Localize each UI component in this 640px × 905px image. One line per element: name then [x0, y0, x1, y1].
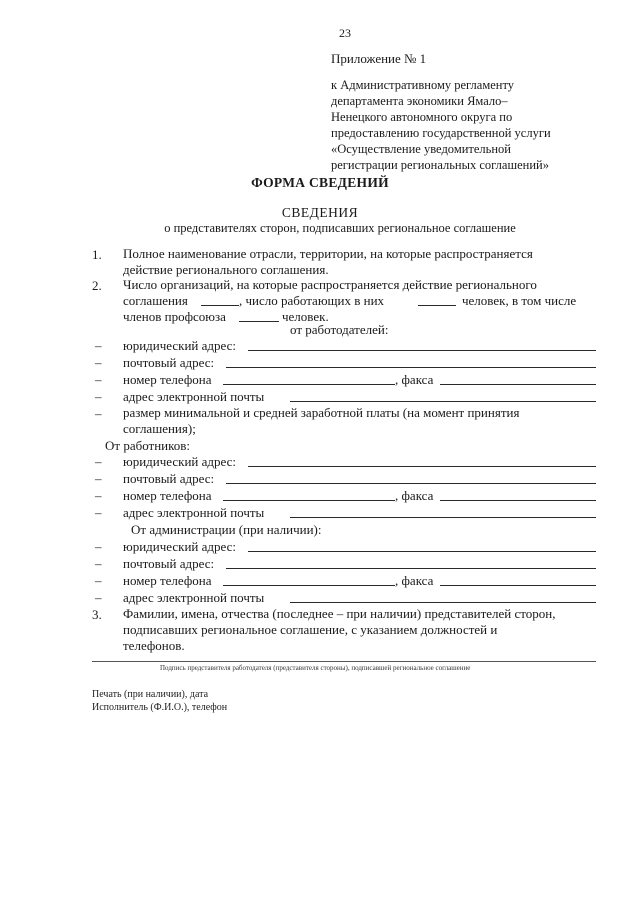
administration-legal-address-field[interactable]: [248, 551, 596, 552]
employers-heading: от работодателей:: [290, 322, 389, 337]
executor-label: Исполнитель (Ф.И.О.), телефон: [92, 702, 228, 713]
wage-text-line: размер минимальной и средней заработной платы (на момент принятия: [123, 405, 520, 420]
workers-fax-field[interactable]: [440, 500, 596, 501]
workers-count-field[interactable]: [418, 305, 456, 306]
page-number: 23: [339, 26, 351, 40]
administration-heading: От администрации (при наличии):: [131, 522, 322, 537]
signature-caption: Подпись представителя работодателя (представителя стороны), подписавшей региональное соглашение: [160, 664, 471, 672]
item2-text-fragment: членов профсоюза: [123, 309, 226, 324]
section-title: СВЕДЕНИЯ: [281, 205, 359, 220]
phone-label: номер телефона: [123, 372, 212, 387]
legal-address-label: юридический адрес:: [123, 454, 236, 469]
wage-text-line: соглашения);: [123, 421, 196, 436]
dash-marker: –: [95, 338, 102, 353]
item-number: 1.: [92, 247, 102, 262]
dash-marker: –: [95, 389, 102, 404]
addressee-line: регистрации региональных соглашений»: [331, 158, 549, 172]
email-label: адрес электронной почты: [123, 505, 265, 520]
employers-legal-address-field[interactable]: [248, 350, 596, 351]
fax-label: , факса: [395, 372, 434, 387]
item1-text-line: действие регионального соглашения.: [123, 262, 329, 277]
legal-address-label: юридический адрес:: [123, 338, 236, 353]
postal-address-label: почтовый адрес:: [123, 556, 215, 571]
item3-text-line: телефонов.: [123, 638, 185, 653]
item2-text-fragment: человек.: [282, 309, 329, 324]
addressee-line: Ненецкого автономного округа по: [331, 110, 513, 124]
fax-label: , факса: [395, 488, 434, 503]
dash-marker: –: [95, 454, 102, 469]
email-label: адрес электронной почты: [123, 590, 265, 605]
fax-label: , факса: [395, 573, 434, 588]
dash-marker: –: [95, 488, 102, 503]
seal-date-label: Печать (при наличии), дата: [92, 689, 209, 700]
employers-fax-field[interactable]: [440, 384, 596, 385]
appendix-title: Приложение № 1: [331, 51, 427, 66]
employers-phone-field[interactable]: [223, 384, 395, 385]
phone-label: номер телефона: [123, 573, 212, 588]
section-subtitle: о представителях сторон, подписавших региональное соглашение: [164, 221, 516, 235]
dash-marker: –: [95, 355, 102, 370]
workers-heading: От работников:: [105, 438, 191, 453]
employers-email-field[interactable]: [290, 401, 596, 402]
item-number: 3.: [92, 607, 102, 622]
org-count-field[interactable]: [201, 305, 239, 306]
signature-line[interactable]: [92, 661, 596, 662]
workers-postal-address-field[interactable]: [226, 483, 596, 484]
dash-marker: –: [95, 406, 102, 421]
item2-text-fragment: соглашения: [123, 293, 188, 308]
dash-marker: –: [95, 471, 102, 486]
dash-marker: –: [95, 573, 102, 588]
employers-postal-address-field[interactable]: [226, 367, 596, 368]
item2-text-fragment: , число работающих в них: [239, 293, 385, 308]
dash-marker: –: [95, 505, 102, 520]
union-members-field[interactable]: [239, 321, 279, 322]
addressee-line: к Административному регламенту: [331, 78, 515, 92]
item2-text-line: Число организаций, на которые распространяется действие регионального: [123, 277, 537, 292]
postal-address-label: почтовый адрес:: [123, 355, 215, 370]
workers-email-field[interactable]: [290, 517, 596, 518]
addressee-line: департамента экономики Ямало–: [331, 94, 508, 108]
dash-marker: –: [95, 372, 102, 387]
administration-fax-field[interactable]: [440, 585, 596, 586]
email-label: адрес электронной почты: [123, 389, 265, 404]
form-title: ФОРМА СВЕДЕНИЙ: [251, 175, 389, 190]
item3-text-line: Фамилии, имена, отчества (последнее – при наличии) представителей сторон,: [123, 606, 556, 621]
administration-postal-address-field[interactable]: [226, 568, 596, 569]
item2-text-fragment: человек, в том числе: [462, 293, 577, 308]
administration-email-field[interactable]: [290, 602, 596, 603]
item1-text-line: Полное наименование отрасли, территории, на которые распространяется: [123, 246, 533, 261]
item-number: 2.: [92, 278, 102, 293]
administration-phone-field[interactable]: [223, 585, 395, 586]
postal-address-label: почтовый адрес:: [123, 471, 215, 486]
workers-legal-address-field[interactable]: [248, 466, 596, 467]
phone-label: номер телефона: [123, 488, 212, 503]
legal-address-label: юридический адрес:: [123, 539, 236, 554]
addressee-line: предоставлению государственной услуги: [331, 126, 551, 140]
addressee-line: «Осуществление уведомительной: [331, 142, 511, 156]
dash-marker: –: [95, 590, 102, 605]
dash-marker: –: [95, 539, 102, 554]
workers-phone-field[interactable]: [223, 500, 395, 501]
item3-text-line: подписавших региональное соглашение, с указанием должностей и: [123, 622, 498, 637]
dash-marker: –: [95, 556, 102, 571]
